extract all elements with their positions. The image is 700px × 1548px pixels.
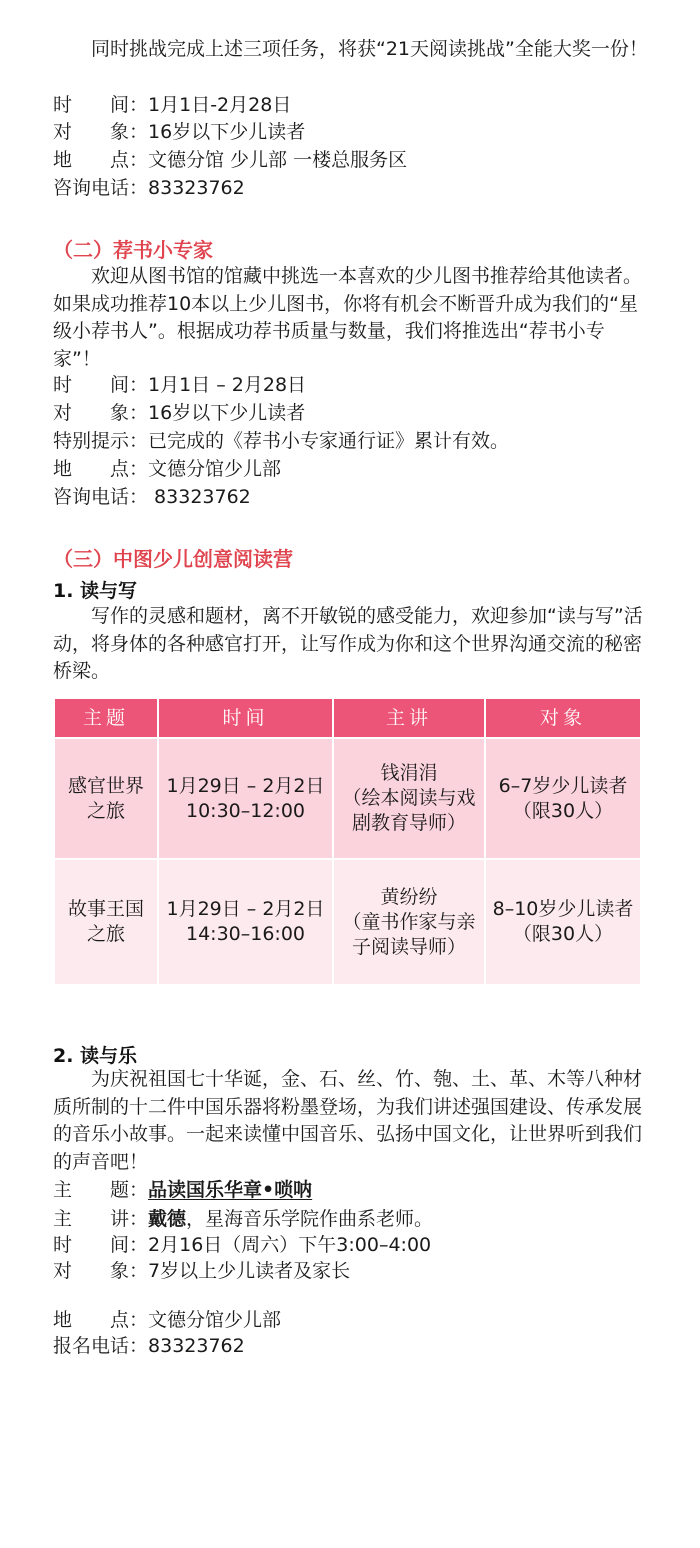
header-speaker: 主讲 [333, 698, 485, 738]
phone-value: 83323762 [148, 177, 245, 199]
audience-text: 6–7岁少儿读者 [498, 774, 628, 797]
speaker-name: 黄纷纷 [380, 885, 438, 908]
table-row [54, 738, 641, 859]
place-value: 文德分馆少儿部 [148, 1309, 282, 1331]
section3-title: （三）中图少儿创意阅读营 [53, 547, 293, 571]
speaker-role: （童书作家与亲子阅读导师） [342, 910, 476, 958]
cell-hours: 10:30–12:00 [185, 799, 305, 822]
section2-phone [53, 484, 251, 511]
table-header-row [54, 698, 641, 738]
header-audience: 对象 [485, 698, 641, 738]
intro-paragraph: 同时挑战完成上述三项任务，将获“21天阅读挑战”全能大奖一份！ [91, 38, 648, 60]
speaker-name: 钱涓涓 [380, 762, 438, 784]
cell-date: 1月29日 – 2月2日 [166, 774, 325, 797]
time-label: 时 间： [53, 374, 149, 396]
note-value: 已完成的《荐书小专家通行证》累计有效。 [148, 430, 510, 452]
cell-date: 1月29日 – 2月2日 [166, 898, 325, 920]
section2-place [53, 456, 281, 483]
cell-speaker [333, 859, 485, 985]
sub1-title: 1. 读与写 [53, 580, 138, 602]
phone-label: 咨询电话： [53, 177, 149, 199]
time-label: 时 间： [53, 1234, 149, 1256]
place-label: 地 点： [53, 1309, 149, 1331]
sub2-speaker [53, 1206, 433, 1233]
cell-audience [485, 738, 641, 859]
schedule-table [53, 697, 642, 986]
time-value: 2月16日（周六）下午3:00–4:00 [148, 1234, 432, 1256]
place-label: 地 点： [53, 458, 149, 480]
sub2-phone [53, 1333, 245, 1360]
place-value: 文德分馆少儿部 [148, 458, 282, 480]
target-value: 16岁以下少儿读者 [148, 121, 306, 143]
cell-theme: 感官世界之旅 [54, 738, 158, 859]
sub2-title: 2. 读与乐 [53, 1045, 138, 1067]
speaker-label: 主 讲： [53, 1208, 149, 1230]
time-label: 时 间： [53, 94, 149, 116]
cell-theme: 故事王国之旅 [54, 859, 158, 985]
header-theme: 主题 [54, 698, 158, 738]
audience-limit: （限30人） [512, 923, 614, 945]
speaker-desc: ，星海音乐学院作曲系老师。 [186, 1208, 434, 1230]
section2-target [53, 400, 305, 427]
table-row [54, 859, 641, 985]
sub2-theme [53, 1177, 312, 1204]
place-label: 地 点： [53, 149, 149, 171]
target-value: 7岁以上少儿读者及家长 [148, 1260, 351, 1282]
target-label: 对 象： [53, 402, 149, 424]
intro-target [53, 119, 305, 146]
target-label: 对 象： [53, 121, 149, 143]
cell-audience [485, 859, 641, 985]
phone-label: 咨询电话： [53, 486, 149, 508]
intro-time [53, 92, 291, 119]
cell-time [158, 738, 333, 859]
section2-note [53, 428, 509, 455]
sub2-place [53, 1307, 281, 1334]
target-value: 16岁以下少儿读者 [148, 402, 306, 424]
section2-time [53, 372, 306, 399]
cell-hours: 14:30–16:00 [185, 923, 305, 945]
sub1-paragraph: 写作的灵感和题材，离不开敏锐的感受能力，欢迎参加“读与写”活动，将身体的各种感官打开，让写作成为你和这个世界沟通交流的秘密桥梁。 [53, 605, 643, 682]
audience-text: 8–10岁少儿读者 [492, 898, 634, 920]
section2-title: （二）荐书小专家 [53, 238, 213, 262]
phone-value: 83323762 [148, 1335, 245, 1357]
speaker-role: （绘本阅读与戏剧教育导师） [342, 787, 476, 834]
cell-time [158, 859, 333, 985]
time-value: 1月1日 – 2月28日 [148, 374, 307, 396]
time-value: 1月1日-2月28日 [148, 94, 292, 116]
theme-value: 品读国乐华章•唢呐 [148, 1179, 313, 1201]
section2-paragraph: 欢迎从图书馆的馆藏中挑选一本喜欢的少儿图书推荐给其他读者。如果成功推荐10本以上少儿图书，你将有机会不断晋升成为我们的“星级小荐书人”。根据成功荐书质量与数量，我们将推选出“荐书小专家”！ [53, 265, 643, 370]
audience-limit: （限30人） [512, 799, 614, 822]
target-label: 对 象： [53, 1260, 149, 1282]
sub2-time [53, 1232, 431, 1259]
theme-label: 主 题： [53, 1179, 149, 1201]
header-time: 时间 [158, 698, 333, 738]
intro-phone [53, 175, 245, 202]
sub2-paragraph: 为庆祝祖国七十华诞，金、石、丝、竹、匏、土、革、木等八种材质所制的十二件中国乐器将粉墨登场，为我们讲述强国建设、传承发展的音乐小故事。一起来读懂中国音乐、弘扬中国文化，让世界听到我们的声音吧！ [53, 1068, 643, 1173]
speaker-name: 戴德 [148, 1208, 187, 1230]
phone-label: 报名电话： [53, 1335, 149, 1357]
phone-value: 83323762 [148, 486, 251, 508]
cell-speaker [333, 738, 485, 859]
note-label: 特别提示： [53, 430, 149, 452]
place-value: 文德分馆 少儿部 一楼总服务区 [148, 149, 408, 171]
sub2-target [53, 1258, 350, 1285]
intro-place [53, 147, 407, 174]
